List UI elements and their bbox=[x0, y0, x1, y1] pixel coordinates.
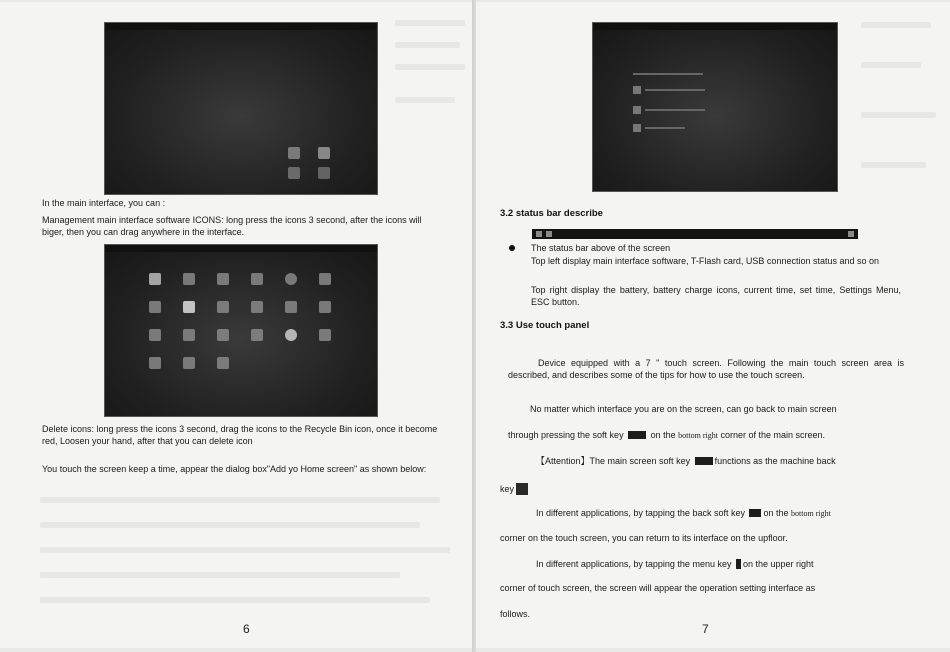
app-icon bbox=[285, 273, 297, 285]
text-fragment: bottom right bbox=[791, 509, 831, 518]
status-icon bbox=[536, 231, 542, 237]
add-to-home-dialog-screenshot bbox=[592, 22, 838, 192]
soft-key-text bbox=[508, 429, 908, 442]
app-icon bbox=[149, 357, 161, 369]
app-icon bbox=[285, 329, 297, 341]
back-key-text bbox=[536, 507, 908, 520]
app-icon bbox=[319, 329, 331, 341]
app-icon bbox=[251, 329, 263, 341]
page-number: 7 bbox=[702, 622, 709, 636]
bleed-through-text bbox=[395, 64, 465, 70]
status-icon bbox=[546, 231, 552, 237]
soft-key-icon bbox=[695, 457, 713, 465]
section-heading-touch-panel: 3.3 Use touch panel bbox=[500, 320, 590, 331]
manage-icons-text: Management main interface software ICONS: long press the icons 3 second, after the icons will biger, then you can drag anywhere in the interface. bbox=[42, 215, 422, 237]
app-icon bbox=[149, 273, 161, 285]
home-key-icon bbox=[516, 483, 528, 495]
back-key-text-end: corner on the touch screen, you can return to its interface on the upfloor. bbox=[500, 533, 788, 543]
text-fragment: In different applications, by tapping the menu key bbox=[536, 559, 732, 569]
status-bar-left-desc: Top left display main interface software, T-Flash card, USB connection status and so on bbox=[531, 256, 880, 266]
soft-key-icon bbox=[628, 431, 646, 439]
bleed-through-text bbox=[861, 112, 936, 118]
app-icon bbox=[217, 301, 229, 313]
text-fragment: key bbox=[500, 484, 515, 494]
bleed-through-text bbox=[40, 522, 420, 528]
icon-grid-screenshot bbox=[104, 244, 378, 417]
status-icon bbox=[848, 231, 854, 237]
bleed-through-text bbox=[395, 42, 460, 48]
dialog-title-row bbox=[633, 69, 713, 79]
text-fragment: on the bbox=[650, 430, 676, 440]
app-icon bbox=[217, 357, 229, 369]
app-icon bbox=[288, 147, 300, 159]
text-fragment: on the bbox=[763, 508, 789, 518]
text-fragment: bottom right bbox=[678, 431, 718, 440]
delete-icons-text: Delete icons: long press the icons 3 second, drag the icons to the Recycle Bin icon, once it become red, Loosen your hand, after that you can delete icon bbox=[42, 424, 438, 446]
touch-panel-intro: Device equipped with a 7 " touch screen. Following the main touch screen area is described, and describes some of the tips for how to use the touch screen. bbox=[508, 358, 904, 380]
bleed-through-text bbox=[395, 97, 455, 103]
text-fragment: In different applications, by tapping the back soft key bbox=[536, 508, 745, 518]
app-icon bbox=[251, 273, 263, 285]
app-icon bbox=[183, 273, 195, 285]
attention-text bbox=[536, 455, 908, 467]
bleed-through-text bbox=[861, 22, 931, 28]
status-bar-strip bbox=[593, 23, 837, 30]
dialog-option bbox=[633, 123, 713, 133]
bleed-through-text bbox=[395, 20, 465, 26]
status-bar-right-desc: Top right display the battery, battery charge icons, current time, set time, Settings Menu, ESC button. bbox=[531, 285, 901, 307]
app-icon bbox=[319, 301, 331, 313]
app-icon bbox=[183, 329, 195, 341]
back-key-icon bbox=[749, 509, 761, 517]
section-heading-status-bar: 3.2 status bar describe bbox=[500, 208, 603, 219]
status-bar-line: The status bar above of the screen bbox=[531, 243, 671, 253]
app-icon bbox=[217, 329, 229, 341]
status-bar-image bbox=[532, 229, 858, 239]
app-icon bbox=[183, 357, 195, 369]
page-number: 6 bbox=[243, 622, 250, 636]
bleed-through-text bbox=[40, 547, 450, 553]
menu-key-text bbox=[536, 558, 908, 570]
app-icon bbox=[318, 167, 330, 179]
dialog-option bbox=[633, 85, 713, 95]
app-icon bbox=[149, 329, 161, 341]
main-interface-screenshot bbox=[104, 22, 378, 195]
bullet-point bbox=[509, 245, 515, 251]
menu-key-icon bbox=[736, 559, 741, 569]
text-fragment: on the upper right bbox=[742, 559, 814, 569]
status-bar-strip bbox=[105, 23, 377, 30]
app-icon bbox=[149, 301, 161, 313]
back-to-main-text: No matter which interface you are on the screen, can go back to main screen bbox=[530, 404, 837, 414]
attention-text-end bbox=[500, 483, 530, 495]
menu-key-text-cont: corner of touch screen, the screen will appear the operation setting interface as bbox=[500, 583, 816, 593]
app-icon bbox=[318, 147, 330, 159]
intro-text: In the main interface, you can : bbox=[42, 198, 166, 208]
app-icon bbox=[251, 301, 263, 313]
dialog-option bbox=[633, 105, 713, 115]
app-icon bbox=[285, 301, 297, 313]
bleed-through-text bbox=[40, 597, 430, 603]
app-icon bbox=[183, 301, 195, 313]
menu-key-text-end: follows. bbox=[500, 609, 531, 619]
text-fragment: 【Attention】The main screen soft key bbox=[536, 456, 691, 466]
bleed-through-text bbox=[40, 497, 440, 503]
app-icon bbox=[319, 273, 331, 285]
bleed-through-text bbox=[861, 162, 926, 168]
text-fragment: through pressing the soft key bbox=[508, 430, 624, 440]
text-fragment: corner of the main screen. bbox=[720, 430, 826, 440]
touch-screen-text: You touch the screen keep a time, appear the dialog box"Add yo Home screen" as shown below: bbox=[42, 464, 427, 474]
status-bar-strip bbox=[105, 245, 377, 252]
bleed-through-text bbox=[861, 62, 921, 68]
bleed-through-text bbox=[40, 572, 400, 578]
app-icon bbox=[288, 167, 300, 179]
app-icon bbox=[217, 273, 229, 285]
text-fragment: functions as the machine back bbox=[714, 456, 836, 466]
